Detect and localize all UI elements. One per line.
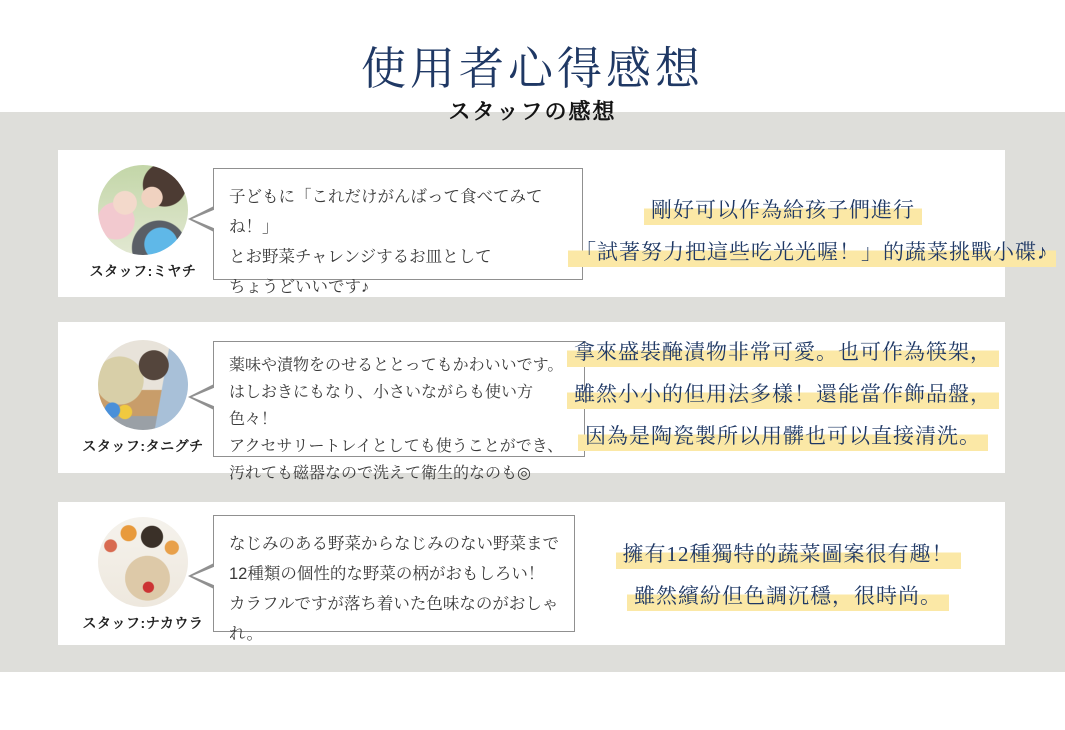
bubble-line: カラフルですが落ち着いた色味なのがおしゃれ。 xyxy=(229,595,559,643)
speech-bubble xyxy=(213,168,583,296)
staff-review-card-nakaura xyxy=(58,502,1005,645)
bubble-line: アクセサリートレイとしても使うことができ、 xyxy=(229,438,564,455)
bubble-line: とお野菜チャレンジするお皿として xyxy=(229,248,492,266)
translation-line: 雖然小小的但用法多樣！還能當作飾品盤， xyxy=(563,380,1003,409)
staff-with-flowers-photo xyxy=(98,517,188,607)
staff-review-card-taniguchi xyxy=(58,322,1005,482)
page-subtitle: スタッフの感想 xyxy=(448,99,617,124)
speech-bubble xyxy=(213,341,585,482)
bubble-line: はしおきにもなり、小さいながらも使い方色々！ xyxy=(229,384,534,428)
bubble-line: ちょうどいいです♪ xyxy=(229,278,370,296)
staff-name-label: スタッフ:タニグチ xyxy=(82,438,204,454)
chinese-translation xyxy=(578,540,998,624)
bubble-line: なじみのある野菜からなじみのない野菜まで xyxy=(229,535,559,553)
staff-name-label: スタッフ:ミヤチ xyxy=(89,263,197,279)
translation-line: 拿來盛裝醃漬物非常可愛。也可作為筷架， xyxy=(563,338,1003,367)
translation-line: 剛好可以作為給孩子們進行 xyxy=(568,196,998,225)
staff-review-card-miyachi xyxy=(58,150,1049,297)
translation-line: 「試著努力把這些吃光光喔！」的蔬菜挑戰小碟♪ xyxy=(568,238,998,267)
translation-line: 雖然繽紛但色調沉穩，很時尚。 xyxy=(578,582,998,611)
staff-name-label: スタッフ:ナカウラ xyxy=(82,615,204,631)
bubble-line: 12種類の個性的な野菜の柄がおもしろい！ xyxy=(229,565,545,583)
chinese-translation xyxy=(568,196,1049,280)
page-title: 使用者心得感想 xyxy=(360,43,704,94)
mother-holding-baby-photo xyxy=(98,165,188,255)
bubble-line: 薬味や漬物をのせるととってもかわいいです。 xyxy=(229,357,564,374)
bubble-line: 汚れても磁器なので洗えて衛生的なのも◎ xyxy=(229,465,531,482)
chinese-translation xyxy=(563,338,1003,464)
staff-at-wooden-table-photo xyxy=(98,340,188,430)
bubble-line: 子どもに「これだけがんばって食べてみてね！」 xyxy=(229,188,543,236)
translation-line: 因為是陶瓷製所以用髒也可以直接清洗。 xyxy=(563,422,1003,451)
speech-bubble xyxy=(213,515,575,643)
translation-line: 擁有12種獨特的蔬菜圖案很有趣！ xyxy=(578,540,998,569)
